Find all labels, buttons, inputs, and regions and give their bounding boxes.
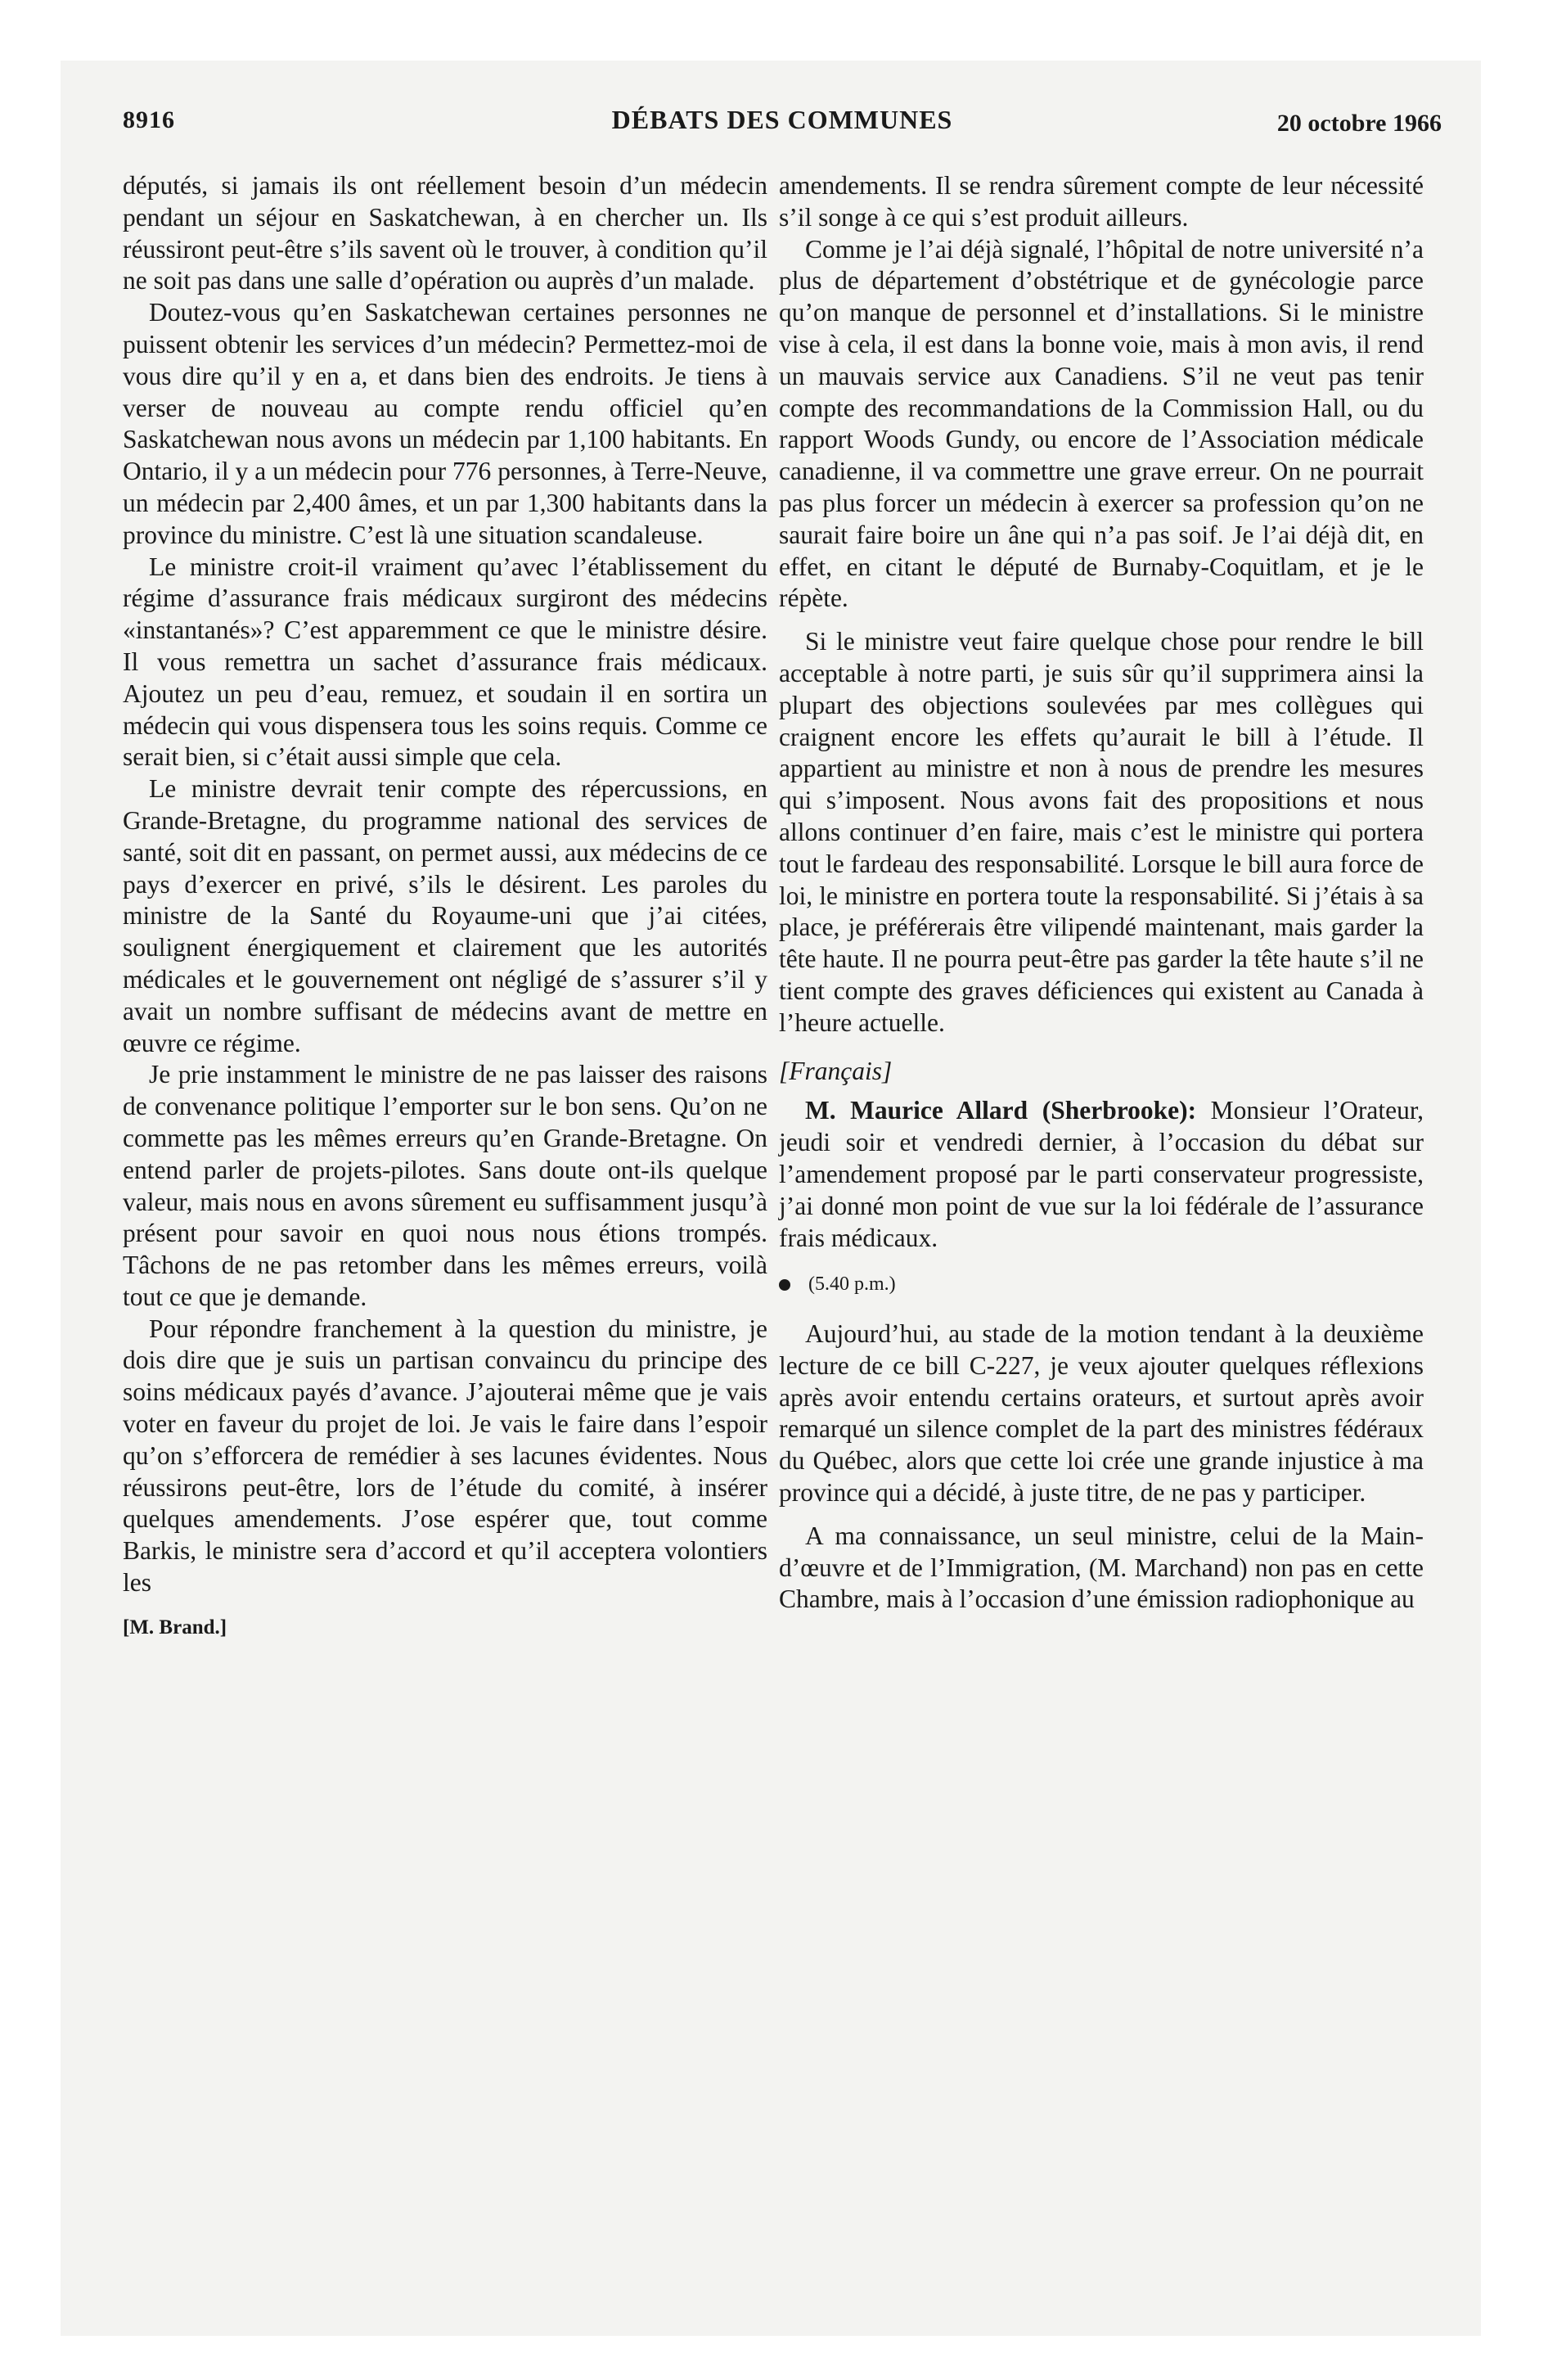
right-column — [779, 170, 1424, 1616]
author-tag: [M. Brand.] — [123, 1616, 227, 1639]
paragraph: Je prie instamment le ministre de ne pas laisser des raisons de convenance politique l’emporter sur le bon sens. Qu’on ne commette pas les mêmes erreurs qu’en Grande-Bretagne. On entend parler de projets-pilotes. Sans doute ont-ils quelque valeur, mais nous en avons sûrement eu suffisamment jusqu’à présent pour savoir en quoi nous nous étions trompés. Tâchons de ne pas retomber dans les mêmes erreurs, voilà tout ce que je demande. — [123, 1060, 767, 1311]
page-date: 20 octobre 1966 — [1276, 110, 1442, 137]
paragraph: A ma connaissance, un seul ministre, celui de la Main-d’œuvre et de l’Immigration, (M. Marchand) non pas en cette Chambre, mais à l’occasion d’une émission radiophonique au — [779, 1521, 1424, 1614]
time-label: (5.40 p.m.) — [808, 1273, 896, 1296]
paragraph: Pour répondre franchement à la question du ministre, je dois dire que je suis un partisan convaincu du principe des soins médicaux payés d’avance. J’ajouterai même que je vais voter en faveur du projet de loi. Je vais le faire dans l’espoir qu’on s’efforcera de remédier à ses lacunes évidentes. Nous réussirons peut-être, lors de l’étude du comité, à insérer quelques amendements. J’ose espérer que, tout comme Barkis, le ministre sera d’accord et qu’il acceptera volontiers les — [123, 1314, 767, 1598]
language-tag: [Français] — [779, 1056, 893, 1085]
paragraph: Le ministre devrait tenir compte des répercussions, en Grande-Bretagne, du programme national des services de santé, soit dit en passant, on permet aussi, aux médecins de ce pays d’exercer en privé, s’ils le désirent. Les paroles du ministre de la Santé du Royaume-uni que j’ai citées, soulignent énergiquement et clairement que les autorités médicales et le gouvernement ont négligé de s’assurer s’il y avait un nombre suffisant de médecins avant de mettre en œuvre ce régime. — [123, 774, 767, 1057]
speech-text: Monsieur l’Orateur, jeudi soir et vendredi dernier, à l’occasion du débat sur l’amendement proposé par le parti conservateur progressiste, j’ai donné mon point de vue sur la loi fédérale de l’assurance frais médicaux. — [779, 1096, 1424, 1252]
paragraph: amendements. Il se rendra sûrement compte de leur nécessité s’il songe à ce qui s’est produit ailleurs. — [779, 171, 1424, 232]
paragraph: Doutez-vous qu’en Saskatchewan certaines personnes ne puissent obtenir les services d’un médecin? Permettez-moi de vous dire qu’il y en a, et dans bien des endroits. Je tiens à verser de nouveau au compte rendu officiel qu’en Saskatchewan nous avons un médecin par 1,100 habitants. En Ontario, il y a un médecin pour 776 personnes, à Terre-Neuve, un médecin par 2,400 âmes, et un par 1,300 habitants dans la province du ministre. C’est là une situation scandaleuse. — [123, 298, 767, 549]
running-title: DÉBATS DES COMMUNES — [611, 105, 953, 134]
time-stamp — [779, 1269, 1424, 1300]
paragraph: Comme je l’ai déjà signalé, l’hôpital de notre université n’a plus de département d’obstétrique et de gynécologie parce qu’on manque de personnel et d’installations. Si le ministre vise à cela, il est dans la bonne voie, mais à mon avis, il rend un mauvais service aux Canadiens. S’il ne veut pas tenir compte des recommandations de la Commission Hall, ou du rapport Woods Gundy, ou encore de l’Association médicale canadienne, il va commettre une grave erreur. On ne pourrait pas plus forcer un médecin à exercer sa profession qu’on ne saurait faire boire un âne qui n’a pas soif. Je l’ai déjà dit, en effet, en citant le député de Burnaby-Coquitlam, et je le répète. — [779, 234, 1424, 613]
paragraph: députés, si jamais ils ont réellement besoin d’un médecin pendant un séjour en Saskatchewan, à en chercher un. Ils réussiront peut-être s’ils savent où le trouver, à condition qu’il ne soit pas dans une salle d’opération ou auprès d’un malade. — [123, 171, 767, 295]
bullet-icon — [779, 1279, 790, 1291]
paragraph: Le ministre croit-il vraiment qu’avec l’établissement du régime d’assurance frais médicaux surgiront des médecins «instantanés»? C’est apparemment ce que le ministre désire. Il vous remettra un sachet d’assurance frais médicaux. Ajoutez un peu d’eau, remuez, et soudain il en sortira un médecin qui vous dispensera tous les soins requis. Comme ce serait bien, si c’était aussi simple que cela. — [123, 552, 767, 772]
page-header — [123, 101, 1442, 151]
paragraph: Si le ministre veut faire quelque chose pour rendre le bill acceptable à notre parti, je suis sûr qu’il supprimera ainsi la plupart des objections soulevées par mes collègues qui craignent encore les effets qu’aurait le bill à l’étude. Il appartient au ministre et non à nous de prendre les mesures qui s’imposent. Nous avons fait des propositions et nous allons continuer d’en faire, mais c’est le ministre qui portera tout le fardeau des responsabilité. Lorsque le bill aura force de loi, le ministre en portera toute la responsabilité. Si j’étais à sa place, je préférerais être vilipendé maintenant, mais garder la tête haute. Il ne pourra peut-être pas garder la tête haute s’il ne tient compte des graves déficiences qui existent au Canada à l’heure actuelle. — [779, 627, 1424, 1037]
paragraph: Aujourd’hui, au stade de la motion tendant à la deuxième lecture de ce bill C-227, je veux ajouter quelques réflexions après avoir entendu certains orateurs, et surtout après avoir remarqué un silence complet de la part des ministres fédéraux du Québec, alors que cette loi crée une grande injustice à ma province qui a décidé, à juste titre, de ne pas y participer. — [779, 1319, 1424, 1508]
paragraph — [779, 1095, 1424, 1254]
left-column — [123, 170, 767, 1644]
speaker-name: M. Maurice Allard (Sherbrooke): — [805, 1096, 1197, 1125]
page-number: 8916 — [123, 106, 175, 133]
